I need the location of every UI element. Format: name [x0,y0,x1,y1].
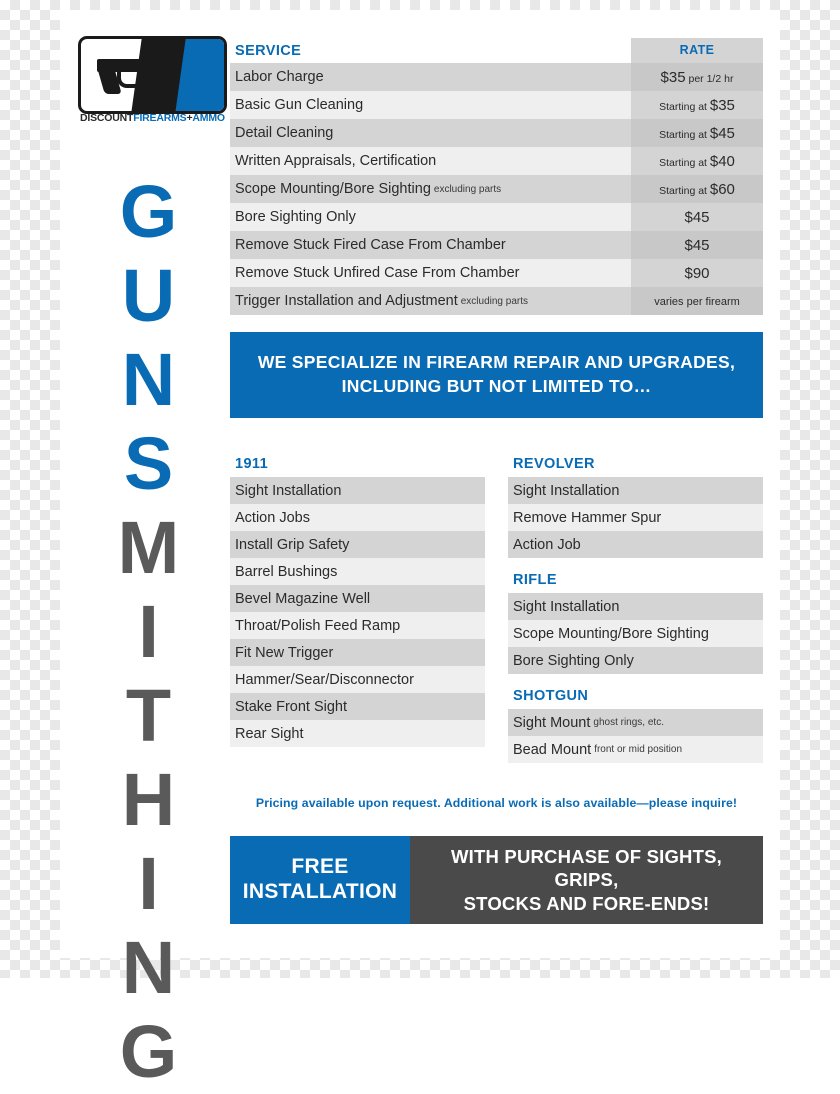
page-title-part-gray: MITHING [107,506,190,1094]
table-cell-service [230,259,631,287]
service-label: Labor Charge [235,69,324,85]
logo-word-firearms: FIREARMS [133,112,187,124]
table-header-service: SERVICE [235,42,302,59]
table-cell-rate [631,147,763,175]
table-cell-service [230,147,631,175]
logo-wordmark [80,112,225,124]
list-item [508,709,763,736]
list-item-label: Hammer/Sear/Disconnector [235,671,414,688]
rate-prefix: Starting at [659,100,710,113]
list-item [508,620,763,647]
free-line-1: FREE [291,855,349,879]
list-item [230,504,485,531]
table-row [230,175,763,203]
list-item-label: Stake Front Sight [235,698,348,715]
table-cell-service [230,175,631,203]
table-cell-rate [631,119,763,147]
gunsmithing-price-sheet [60,10,780,1094]
list-item-label: Sight Installation [513,482,620,499]
rate-amount: $45 [684,208,710,226]
list-item [230,666,485,693]
list-item [508,531,763,558]
rate-prefix: Starting at [659,128,710,141]
table-cell-rate [631,63,763,91]
list-item-note: front or mid position [594,744,683,755]
table-row [230,91,763,119]
list-item-label: Rear Sight [235,725,304,742]
service-label: Remove Stuck Fired Case From Chamber [235,237,506,253]
table-cell-rate [631,287,763,315]
table-cell-service [230,91,631,119]
service-label: Basic Gun Cleaning [235,97,364,113]
rate-suffix: per 1/2 hr [685,72,734,85]
rate-prefix: Starting at [659,184,710,197]
specialize-banner [230,332,763,418]
banner-line-1: WE SPECIALIZE IN FIREARM REPAIR AND UPGRADES, [257,352,736,373]
purchase-line-2: STOCKS AND FORE-ENDS! [463,892,710,914]
table-cell-rate [631,203,763,231]
table-cell-rate [631,175,763,203]
list-item-label: Action Jobs [235,509,310,526]
list-item [508,504,763,531]
rate-amount: $90 [684,264,710,282]
service-label: Written Appraisals, Certification [235,153,437,169]
list-item-label: Bead Mount [513,741,592,758]
rate-amount: $35 [660,68,686,86]
table-cell-service [230,287,631,315]
list-item [230,612,485,639]
category-title: 1911 [235,455,269,472]
table-row [230,203,763,231]
service-label: Detail Cleaning [235,125,334,141]
table-row [230,231,763,259]
service-label: Trigger Installation and Adjustment [235,293,458,309]
company-logo [78,36,225,128]
logo-badge-icon [78,36,227,114]
table-cell-service [230,203,631,231]
list-item [230,585,485,612]
list-item-label: Remove Hammer Spur [513,509,662,526]
list-item-label: Barrel Bushings [235,563,338,580]
table-row [230,119,763,147]
list-item-label: Sight Installation [235,482,342,499]
list-item [230,558,485,585]
page-title-part-blue: GUNS [107,170,190,506]
category-title: SHOTGUN [513,687,589,704]
service-label: Remove Stuck Unfired Case From Chamber [235,265,520,281]
service-note: excluding parts [433,183,502,195]
logo-word-plus: + [186,112,193,124]
table-cell-service [230,63,631,91]
category-title: REVOLVER [513,455,595,472]
logo-word-discount: DISCOUNT [80,112,134,124]
table-cell-rate [631,231,763,259]
table-cell-rate [631,91,763,119]
service-categories [230,450,763,763]
list-item-label: Install Grip Safety [235,536,350,553]
list-item-label: Throat/Polish Feed Ramp [235,617,401,634]
rate-prefix: Starting at [659,156,710,169]
list-item-label: Bore Sighting Only [513,652,634,669]
logo-word-ammo: AMMO [192,112,225,124]
free-line-2: INSTALLATION [242,880,398,903]
banner-line-2: INCLUDING BUT NOT LIMITED TO… [341,376,652,396]
rate-amount: varies per firearm [654,296,740,308]
purchase-line-1: WITH PURCHASE OF SIGHTS, GRIPS, [451,846,722,891]
purchase-condition-box [410,836,763,924]
list-item-label: Bevel Magazine Well [235,590,371,607]
list-item [508,477,763,504]
table-row [230,63,763,91]
service-note: excluding parts [460,295,528,307]
service-label: Bore Sighting Only [235,209,356,225]
list-item-label: Sight Installation [513,598,620,615]
table-cell-service [230,231,631,259]
list-item [230,531,485,558]
list-item-note: ghost rings, etc. [593,717,664,728]
rate-amount: $40 [709,152,735,170]
list-item [508,736,763,763]
category-column-right [508,450,763,763]
list-item [508,593,763,620]
pricing-note: Pricing available upon request. Additional work is also available—please inquire! [255,796,738,810]
table-cell-rate [631,259,763,287]
rate-amount: $60 [709,180,735,198]
list-item [230,693,485,720]
table-header-row [230,38,763,63]
service-label: Scope Mounting/Bore Sighting [235,181,431,197]
promo-bar [230,836,763,924]
free-installation-box [230,836,410,924]
list-item-label: Action Job [513,536,581,553]
list-item-label: Sight Mount [513,714,591,731]
rate-amount: $45 [709,124,735,142]
table-header-rate: RATE [631,38,763,63]
list-item [230,639,485,666]
service-rate-table [230,38,763,315]
category-title: RIFLE [513,571,557,588]
rate-amount: $45 [684,236,710,254]
list-item [508,647,763,674]
list-item [230,477,485,504]
handgun-icon-triggerguard [117,70,144,88]
list-item [230,720,485,747]
list-item-label: Scope Mounting/Bore Sighting [513,625,709,642]
rate-amount: $35 [709,96,735,114]
table-cell-service [230,119,631,147]
table-row [230,259,763,287]
category-column-left [230,450,485,763]
list-item-label: Fit New Trigger [235,644,334,661]
table-row [230,287,763,315]
page-title-vertical [22,170,190,1094]
table-row [230,147,763,175]
